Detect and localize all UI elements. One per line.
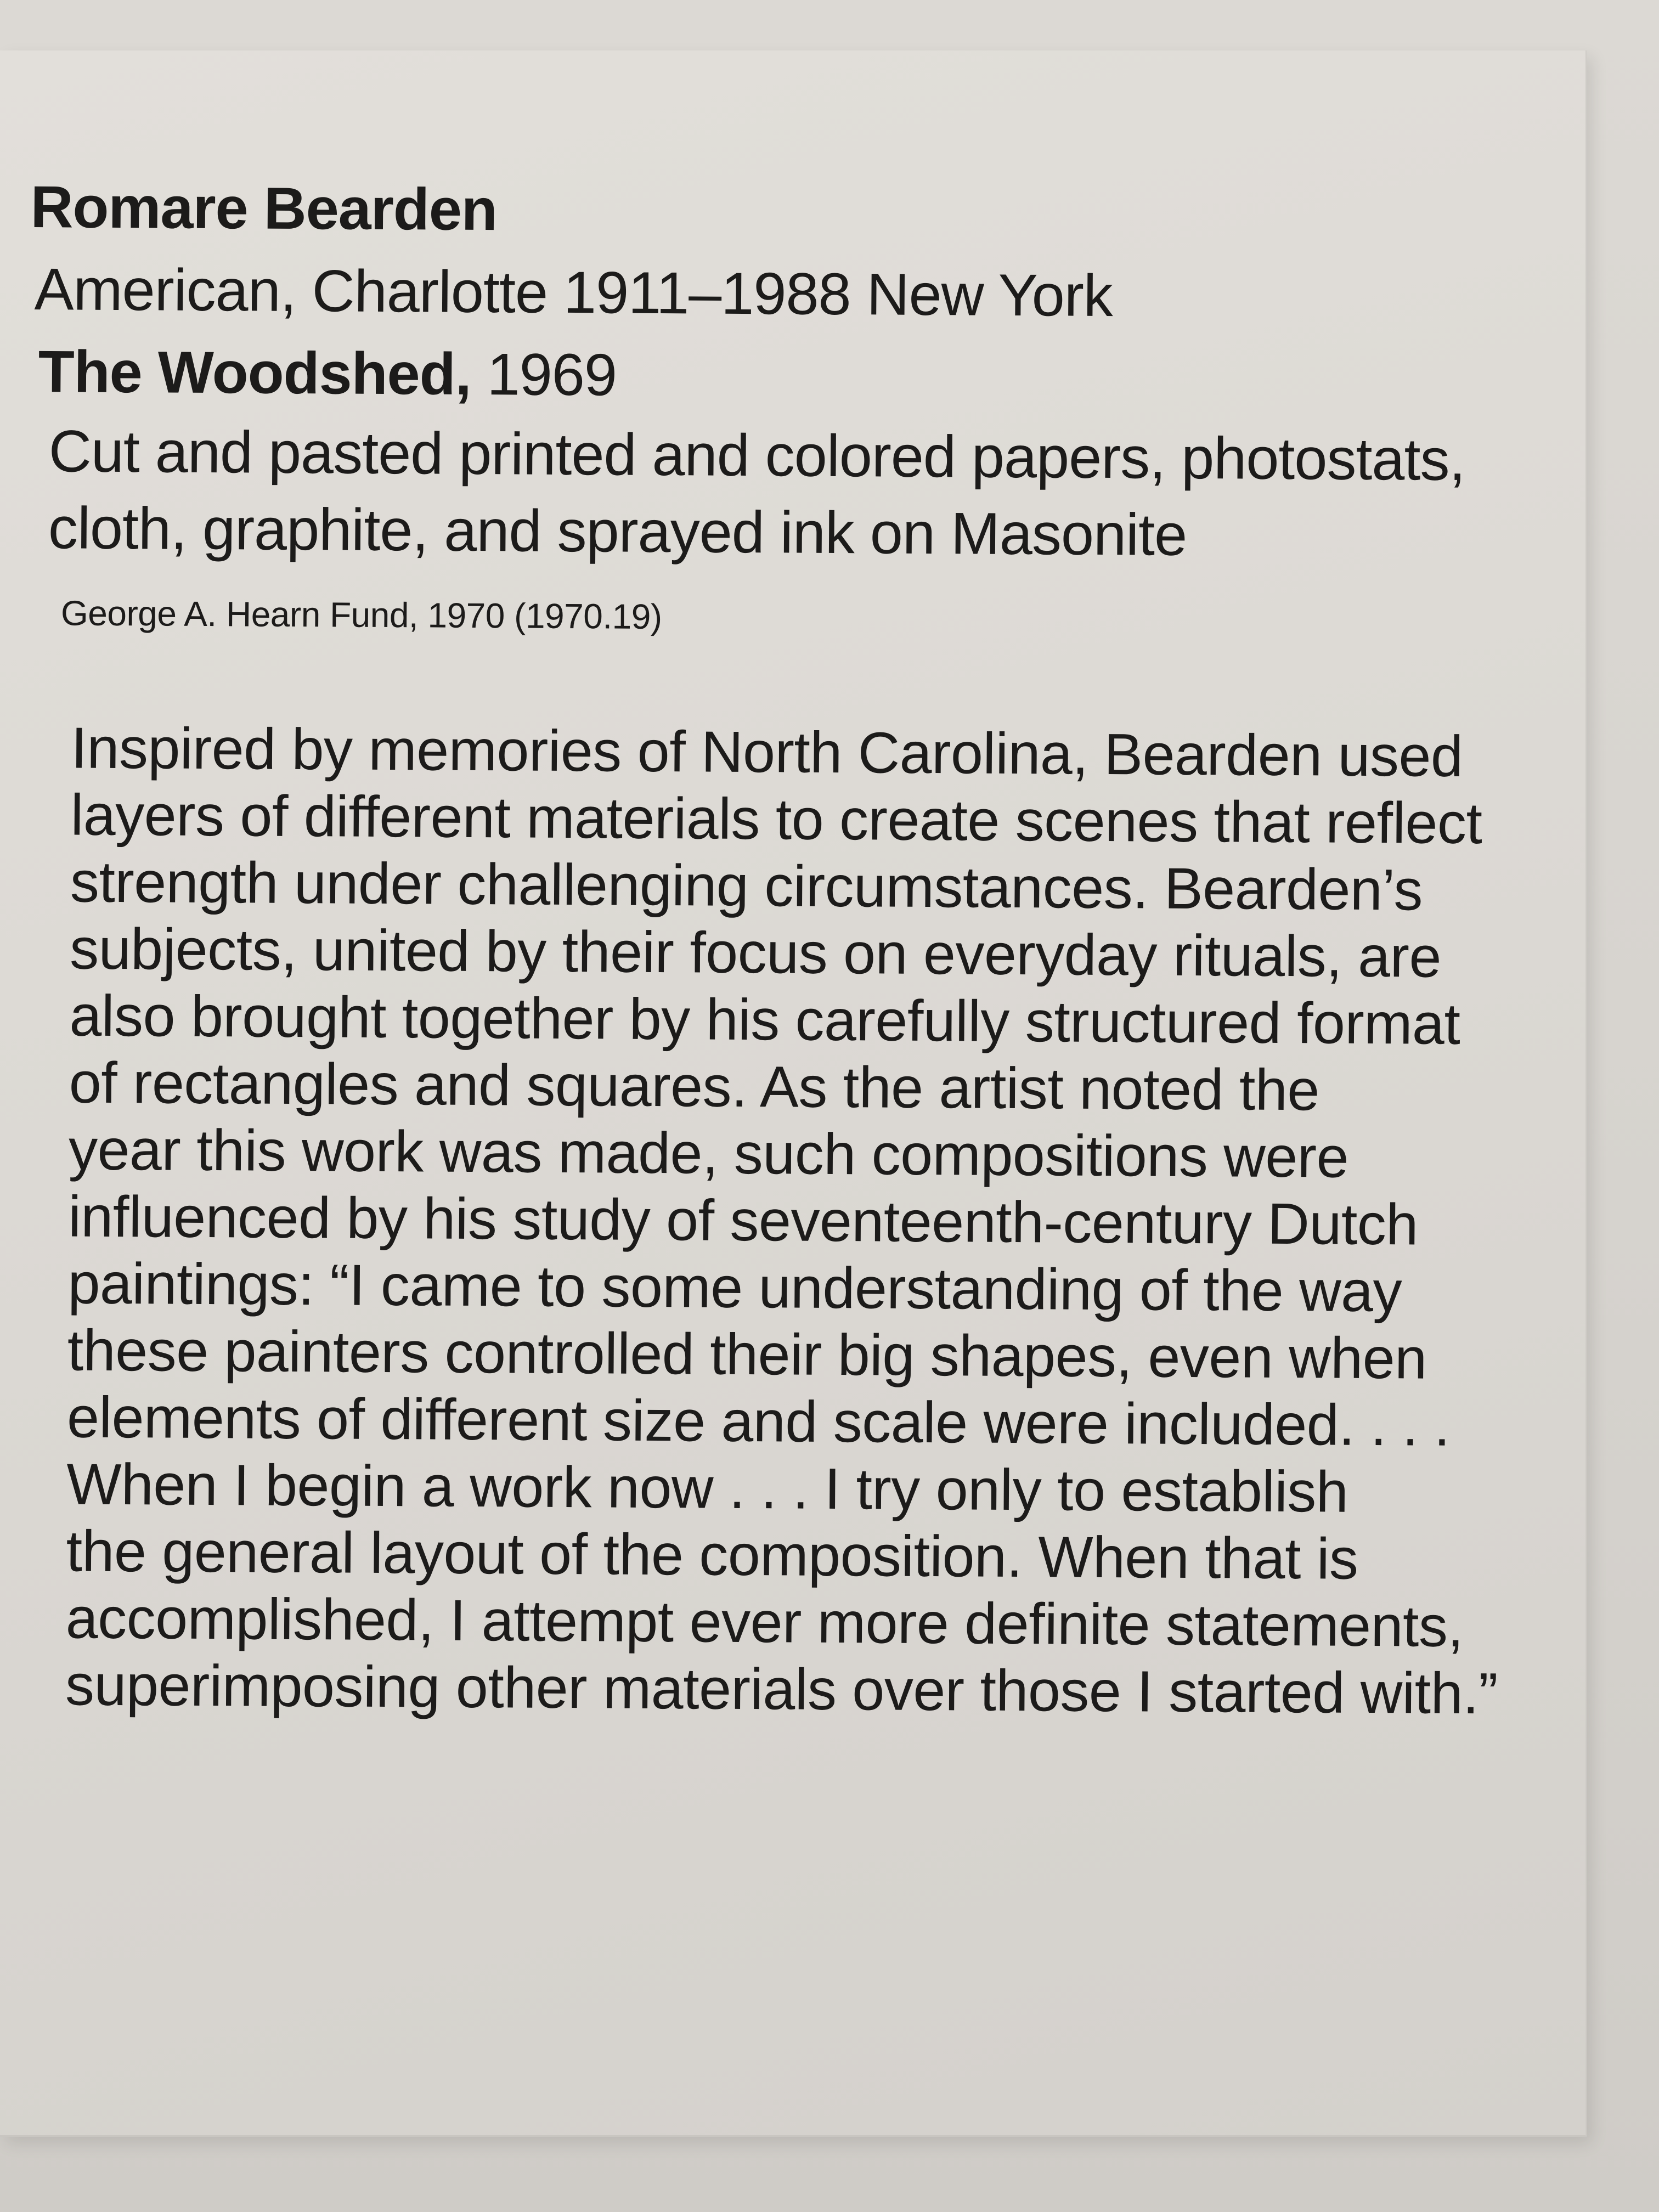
label-content xyxy=(21,166,1567,1728)
medium-line: Cut and pasted printed and colored papers, photostats, xyxy=(48,417,1465,493)
description-line: subjects, united by their focus on everyday rituals, are xyxy=(69,916,1442,990)
museum-wall-label xyxy=(0,50,1587,2137)
artwork-year: 1969 xyxy=(487,341,617,408)
medium-line: cloth, graphite, and sprayed ink on Masonite xyxy=(48,494,1187,568)
artist-bio: American, Charlotte 1911–1988 New York xyxy=(34,256,1113,329)
description-line: of rectangles and squares. As the artist noted the xyxy=(69,1050,1320,1123)
description-line: also brought together by his carefully structured format xyxy=(69,983,1460,1057)
description-line: layers of different materials to create scenes that reflect xyxy=(70,782,1482,856)
description-line: superimposing other materials over those I started with.” xyxy=(65,1652,1498,1726)
description-line: When I begin a work now . . . I try only to establish xyxy=(66,1452,1348,1525)
artwork-title-line xyxy=(38,330,1566,422)
description-line: year this work was made, such compositions were xyxy=(68,1117,1349,1190)
description-line: elements of different size and scale were included. . . . xyxy=(66,1385,1451,1458)
artwork-title: The Woodshed, xyxy=(38,338,472,407)
credit-line: George A. Hearn Fund, 1970 (1970.19) xyxy=(60,593,662,637)
description-paragraph xyxy=(65,714,1564,1728)
description-line: these painters controlled their big shapes, even when xyxy=(67,1318,1427,1391)
artwork-medium xyxy=(48,413,1566,575)
description-line: paintings: “I came to some understanding of the way xyxy=(67,1251,1402,1324)
description-line: influenced by his study of seventeenth-century Dutch xyxy=(67,1184,1419,1257)
description-line: strength under challenging circumstances. Bearden’s xyxy=(70,849,1423,923)
description-line: the general layout of the composition. When that is xyxy=(66,1519,1358,1592)
description-line: Inspired by memories of North Carolina, Bearden used xyxy=(71,715,1463,789)
artist-name: Romare Bearden xyxy=(30,173,498,243)
description-line: accomplished, I attempt ever more definite statements, xyxy=(65,1585,1464,1660)
